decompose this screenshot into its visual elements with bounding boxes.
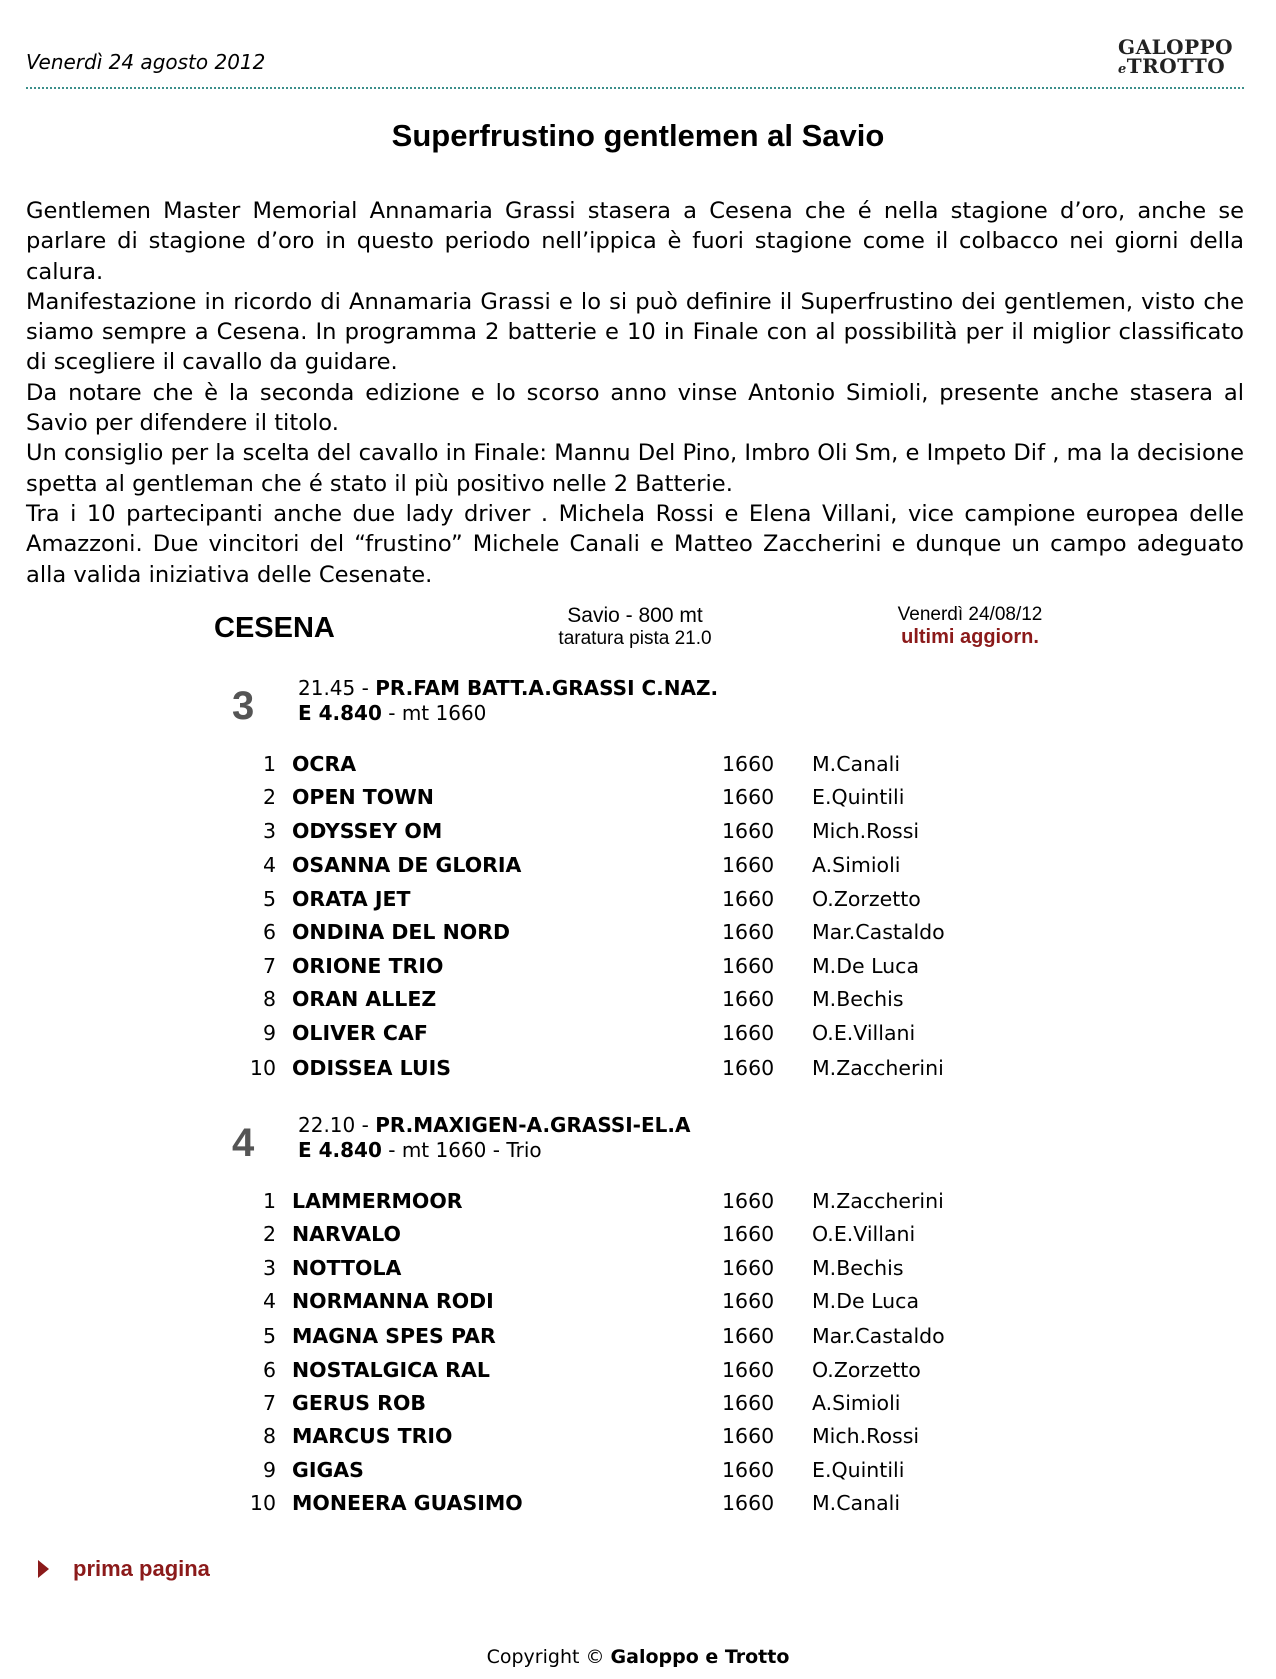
horse-name: LAMMERMOOR: [292, 1189, 463, 1213]
runner-distance: 1660: [722, 1358, 775, 1382]
runner-row: [0, 920, 1276, 950]
article-paragraph: Un consiglio per la scelta del cavallo in Finale: Mannu Del Pino, Imbro Oli Sm, e Impeto Dif , ma la decisione spetta al gentleman che é stato il più positivo nelle 2 Batterie.: [26, 440, 1244, 497]
race-title-line: [298, 676, 718, 701]
runner-row: [0, 785, 1276, 815]
runner-row: [0, 819, 1276, 849]
horse-name: GERUS ROB: [292, 1391, 427, 1415]
driver-name: M.Canali: [812, 1491, 901, 1515]
runner-row: [0, 853, 1276, 883]
runner-number: 3: [262, 819, 276, 843]
runner-number: 1: [262, 752, 276, 776]
runner-distance: 1660: [722, 1056, 775, 1080]
runner-row: [0, 1324, 1276, 1354]
runner-row: [0, 954, 1276, 984]
runner-number: 4: [262, 1289, 276, 1313]
track-course-info: [520, 604, 750, 650]
article-title: Superfrustino gentlemen al Savio: [391, 118, 885, 153]
driver-name: Mar.Castaldo: [812, 1324, 945, 1348]
runner-number: 9: [262, 1021, 276, 1045]
runner-row: [0, 1056, 1276, 1086]
logo-e: e: [1118, 62, 1127, 77]
runner-number: 8: [262, 1424, 276, 1448]
driver-name: O.E.Villani: [812, 1222, 916, 1246]
horse-name: OLIVER CAF: [292, 1021, 428, 1045]
driver-name: O.Zorzetto: [812, 887, 921, 911]
driver-name: Mar.Castaldo: [812, 920, 945, 944]
horse-name: MARCUS TRIO: [292, 1424, 453, 1448]
race-details: - mt 1660: [388, 701, 487, 725]
race-name: PR.MAXIGEN-A.GRASSI-EL.A: [375, 1113, 691, 1137]
article-paragraph: Gentlemen Master Memorial Annamaria Grassi stasera a Cesena che é nella stagione d’oro, anche se parlare di stagione d’oro in questo periodo nell’ippica è fuori stagione come il colbacco nei giorni della calura.: [26, 198, 1244, 285]
horse-name: ODYSSEY OM: [292, 819, 443, 843]
logo-line2-text: TROTTO: [1126, 54, 1226, 78]
runner-distance: 1660: [722, 1391, 775, 1415]
copyright-prefix: Copyright ©: [486, 1646, 605, 1668]
publication-logo[interactable]: [1118, 35, 1234, 79]
runner-row: [0, 1021, 1276, 1051]
horse-name: NOTTOLA: [292, 1256, 402, 1280]
driver-name: M.Zaccherini: [812, 1056, 944, 1080]
runner-number: 2: [262, 1222, 276, 1246]
runner-number: 1: [262, 1189, 276, 1213]
runner-number: 10: [249, 1491, 276, 1515]
logo-line2: [1118, 54, 1233, 79]
driver-name: O.E.Villani: [812, 1021, 916, 1045]
race-time: 22.10 -: [298, 1113, 369, 1137]
runner-number: 5: [262, 1324, 276, 1348]
race-detail-line: [298, 701, 718, 726]
race-info: [298, 676, 718, 726]
race-detail-line: [298, 1138, 690, 1163]
driver-name: M.Zaccherini: [812, 1189, 944, 1213]
runner-number: 6: [262, 1358, 276, 1382]
track-date-info: [860, 604, 1080, 649]
race-info: [298, 1113, 690, 1163]
horse-name: ONDINA DEL NORD: [292, 920, 510, 944]
horse-name: NARVALO: [292, 1222, 401, 1246]
horse-name: ORATA JET: [292, 887, 411, 911]
runner-row: [0, 752, 1276, 782]
driver-name: M.De Luca: [812, 1289, 920, 1313]
race-details: - mt 1660 - Trio: [388, 1138, 542, 1162]
logo-line1: GALOPPO: [1118, 35, 1234, 59]
article-paragraph: Da notare che è la seconda edizione e lo scorso anno vinse Antonio Simioli, presente anche stasera al Savio per difendere il titolo.: [26, 379, 1244, 437]
runner-row: [0, 1391, 1276, 1421]
runner-distance: 1660: [722, 987, 775, 1011]
runner-distance: 1660: [722, 1256, 775, 1280]
header-divider: [26, 87, 1244, 89]
runner-distance: 1660: [722, 785, 775, 809]
runner-number: 9: [262, 1458, 276, 1482]
runner-distance: 1660: [722, 1189, 775, 1213]
runner-row: [0, 1424, 1276, 1454]
article-paragraph: Manifestazione in ricordo di Annamaria Grassi e lo si può definire il Superfrustino dei gentlemen, visto che siamo sempre a Cesena. In programma 2 batterie e 10 in Finale con al possibilità per il miglior classificato di scegliere il cavallo da guidare.: [26, 288, 1244, 376]
horse-name: OPEN TOWN: [292, 785, 434, 809]
driver-name: M.De Luca: [812, 954, 920, 978]
driver-name: M.Bechis: [812, 1256, 904, 1280]
race-prize: E 4.840: [298, 701, 382, 725]
runner-distance: 1660: [722, 1458, 775, 1482]
runner-row: [0, 1358, 1276, 1388]
driver-name: M.Canali: [812, 752, 901, 776]
arrow-right-icon: [38, 1560, 49, 1578]
runner-row: [0, 1289, 1276, 1319]
horse-name: ORIONE TRIO: [292, 954, 444, 978]
runner-number: 10: [249, 1056, 276, 1080]
race-title-line: [298, 1113, 690, 1138]
horse-name: MONEERA GUASIMO: [292, 1491, 523, 1515]
prima-pagina-link[interactable]: [38, 1556, 210, 1582]
driver-name: A.Simioli: [812, 1391, 901, 1415]
runner-number: 7: [262, 1391, 276, 1415]
runner-row: [0, 1491, 1276, 1521]
track-date: Venerdì 24/08/12: [897, 604, 1043, 625]
article-paragraph: Tra i 10 partecipanti anche due lady driver . Michela Rossi e Elena Villani, vice campione europea delle Amazzoni. Due vincitori del “frustino” Michele Canali e Matteo Zaccherini e dunque un campo adeguato alla valida iniziativa delle Cesenate.: [26, 500, 1244, 588]
horse-name: GIGAS: [292, 1458, 364, 1482]
runner-distance: 1660: [722, 1424, 775, 1448]
runner-row: [0, 1458, 1276, 1488]
runner-distance: 1660: [722, 887, 775, 911]
track-course: Savio - 800 mt: [567, 604, 703, 627]
prima-pagina-label: prima pagina: [73, 1556, 210, 1581]
horse-name: NORMANNA RODI: [292, 1289, 494, 1313]
runner-row: [0, 1256, 1276, 1286]
runner-distance: 1660: [722, 819, 775, 843]
runner-distance: 1660: [722, 1491, 775, 1515]
driver-name: A.Simioli: [812, 853, 901, 877]
race-name: PR.FAM BATT.A.GRASSI C.NAZ.: [375, 676, 719, 700]
runner-number: 5: [262, 887, 276, 911]
race-number: 3: [232, 684, 255, 728]
runner-number: 4: [262, 853, 276, 877]
horse-name: OCRA: [292, 752, 357, 776]
runner-distance: 1660: [722, 1222, 775, 1246]
runner-distance: 1660: [722, 752, 775, 776]
runner-row: [0, 1222, 1276, 1252]
horse-name: ORAN ALLEZ: [292, 987, 437, 1011]
driver-name: E.Quintili: [812, 785, 905, 809]
track-name: CESENA: [214, 612, 335, 644]
runner-row: [0, 1189, 1276, 1219]
copyright-owner: Galoppo e Trotto: [610, 1646, 790, 1668]
runner-number: 3: [262, 1256, 276, 1280]
runner-distance: 1660: [722, 920, 775, 944]
race-prize: E 4.840: [298, 1138, 382, 1162]
driver-name: E.Quintili: [812, 1458, 905, 1482]
copyright-footer: [0, 1646, 1276, 1668]
header-date: Venerdì 24 agosto 2012: [26, 50, 266, 74]
runner-row: [0, 987, 1276, 1017]
last-update-link[interactable]: ultimi aggiorn.: [901, 626, 1039, 648]
horse-name: OSANNA DE GLORIA: [292, 853, 522, 877]
runner-distance: 1660: [722, 1289, 775, 1313]
runner-number: 6: [262, 920, 276, 944]
driver-name: Mich.Rossi: [812, 819, 920, 843]
runner-distance: 1660: [722, 954, 775, 978]
runner-number: 8: [262, 987, 276, 1011]
runner-row: [0, 887, 1276, 917]
driver-name: Mich.Rossi: [812, 1424, 920, 1448]
horse-name: NOSTALGICA RAL: [292, 1358, 490, 1382]
driver-name: O.Zorzetto: [812, 1358, 921, 1382]
article-body: [26, 196, 1244, 590]
driver-name: M.Bechis: [812, 987, 904, 1011]
horse-name: ODISSEA LUIS: [292, 1056, 452, 1080]
race-number: 4: [232, 1121, 255, 1165]
runner-distance: 1660: [722, 853, 775, 877]
horse-name: MAGNA SPES PAR: [292, 1324, 496, 1348]
race-time: 21.45 -: [298, 676, 369, 700]
runner-distance: 1660: [722, 1021, 775, 1045]
runner-distance: 1660: [722, 1324, 775, 1348]
runner-number: 2: [262, 785, 276, 809]
runner-number: 7: [262, 954, 276, 978]
track-taratura: taratura pista 21.0: [558, 628, 712, 649]
